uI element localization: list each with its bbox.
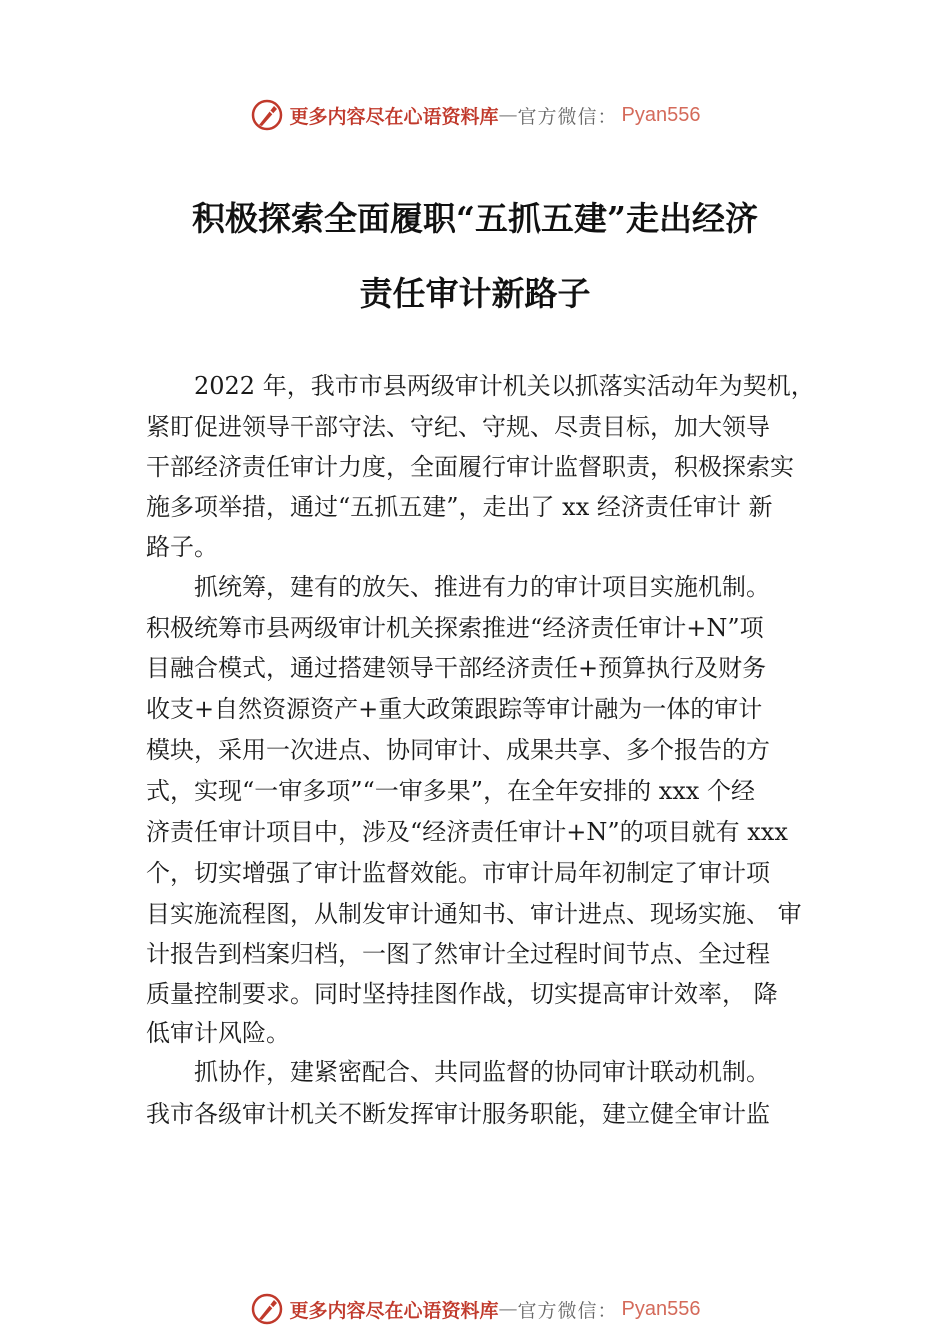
watermark-dash: — xyxy=(498,1298,518,1320)
paragraph-line: 我市各级审计机关不断发挥审计服务职能，建立健全审计监 xyxy=(146,1100,770,1128)
paragraph-line: 计报告到档案归档，一图了然审计全过程时间节点、全过程 xyxy=(146,940,770,968)
header-watermark xyxy=(0,95,950,135)
quill-logo-icon xyxy=(250,1292,284,1326)
paragraph-line: 施多项举措，通过“五抓五建”，走出了 xx 经济责任审计 新 xyxy=(146,493,773,521)
paragraph-line: 抓协作，建紧密配合、共同监督的协同审计联动机制。 xyxy=(194,1058,770,1086)
paragraph-line: 干部经济责任审计力度，全面履行审计监督职责，积极探索实 xyxy=(146,453,794,481)
paragraph-line: 积极统筹市县两级审计机关探索推进“经济责任审计+N”项 xyxy=(146,614,764,642)
paragraph-line: 紧盯促进领导干部守法、守纪、守规、尽责目标，加大领导 xyxy=(146,413,770,441)
paragraph-line: 个，切实增强了审计监督效能。市审计局年初制定了审计项 xyxy=(146,859,770,887)
watermark-official-label: 官方微信： xyxy=(517,105,618,128)
watermark-dash: — xyxy=(498,104,518,126)
paragraph-line: 收支+自然资源资产+重大政策跟踪等审计融为一体的审计 xyxy=(146,695,763,723)
paragraph-line: 低审计风险。 xyxy=(146,1019,290,1047)
paragraph-line: 抓统筹，建有的放矢、推进有力的审计项目实施机制。 xyxy=(194,573,770,601)
paragraph-line: 式，实现“一审多项”“一审多果”，在全年安排的 xxx 个经 xyxy=(146,777,755,805)
paragraph-line: 2022 年，我市市县两级审计机关以抓落实活动年为契机， xyxy=(194,372,815,400)
watermark-official-label: 官方微信： xyxy=(517,1299,618,1322)
paragraph-line: 路子。 xyxy=(146,533,218,561)
quill-logo-icon xyxy=(250,98,284,132)
paragraph-line: 质量控制要求。同时坚持挂图作战，切实提高审计效率， 降 xyxy=(146,980,778,1008)
document-title-line-2: 责任审计新路子 xyxy=(359,274,591,313)
watermark-library-text: 更多内容尽在心语资料库 xyxy=(289,1299,499,1322)
watermark-wechat-handle: Pyan556 xyxy=(621,103,701,126)
watermark-wechat-handle: Pyan556 xyxy=(621,1297,701,1320)
paragraph-line: 目实施流程图，从制发审计通知书、审计进点、现场实施、 审 xyxy=(146,900,802,928)
paragraph-line: 目融合模式，通过搭建领导干部经济责任+预算执行及财务 xyxy=(146,654,767,682)
watermark-library-text: 更多内容尽在心语资料库 xyxy=(289,105,499,128)
footer-watermark xyxy=(0,1289,950,1329)
paragraph-line: 济责任审计项目中，涉及“经济责任审计+N”的项目就有 xxx xyxy=(146,818,788,846)
document-title-line-1: 积极探索全面履职“五抓五建”走出经济 xyxy=(192,199,758,238)
paragraph-line: 模块，采用一次进点、协同审计、成果共享、多个报告的方 xyxy=(146,736,770,764)
